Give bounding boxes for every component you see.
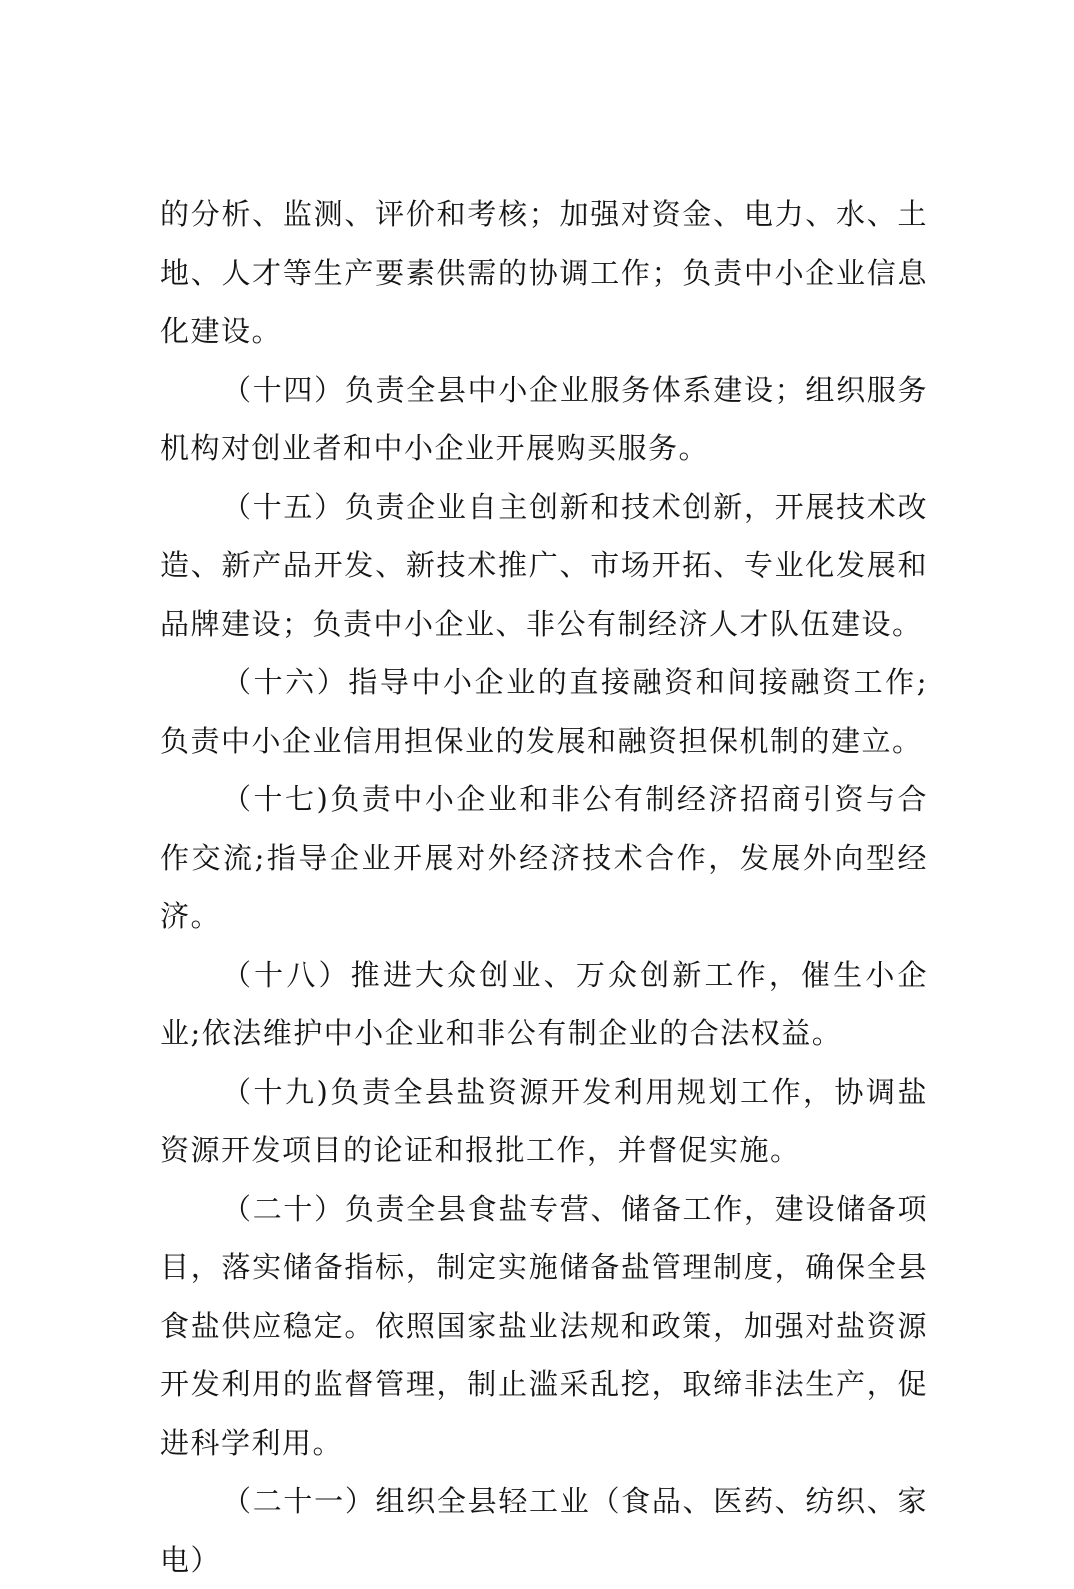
paragraph-item-16: （十六）指导中小企业的直接融资和间接融资工作;负责中小企业信用担保业的发展和融资担保机制的建立。 — [160, 665, 928, 758]
paragraph-item-17: （十七)负责中小企业和非公有制经济招商引资与合作交流;指导企业开展对外经济技术合作，发展外向型经济。 — [160, 782, 928, 933]
document-body — [160, 185, 928, 1589]
paragraph-continuation: 的分析、监测、评价和考核；加强对资金、电力、水、土地、人才等生产要素供需的协调工作；负责中小企业信息化建设。 — [160, 197, 928, 348]
paragraph-item-14: （十四）负责全县中小企业服务体系建设；组织服务机构对创业者和中小企业开展购买服务。 — [160, 372, 928, 465]
paragraph-item-18: （十八）推进大众创业、万众创新工作，催生小企业;依法维护中小企业和非公有制企业的合法权益。 — [160, 957, 928, 1050]
paragraph-item-20: （二十）负责全县食盐专营、储备工作，建设储备项目，落实储备指标，制定实施储备盐管理制度，确保全县食盐供应稳定。依照国家盐业法规和政策，加强对盐资源开发利用的监督管理，制止滥采乱挖，取缔非法生产，促进科学利用。 — [160, 1191, 928, 1460]
paragraph-item-15: （十五）负责企业自主创新和技术创新，开展技术改造、新产品开发、新技术推广、市场开拓、专业化发展和品牌建设；负责中小企业、非公有制经济人才队伍建设。 — [160, 489, 928, 641]
paragraph-item-19: （十九)负责全县盐资源开发利用规划工作，协调盐资源开发项目的论证和报批工作，并督促实施。 — [160, 1074, 928, 1167]
paragraph-item-21: （二十一）组织全县轻工业（食品、医药、纺织、家电） — [160, 1484, 928, 1577]
